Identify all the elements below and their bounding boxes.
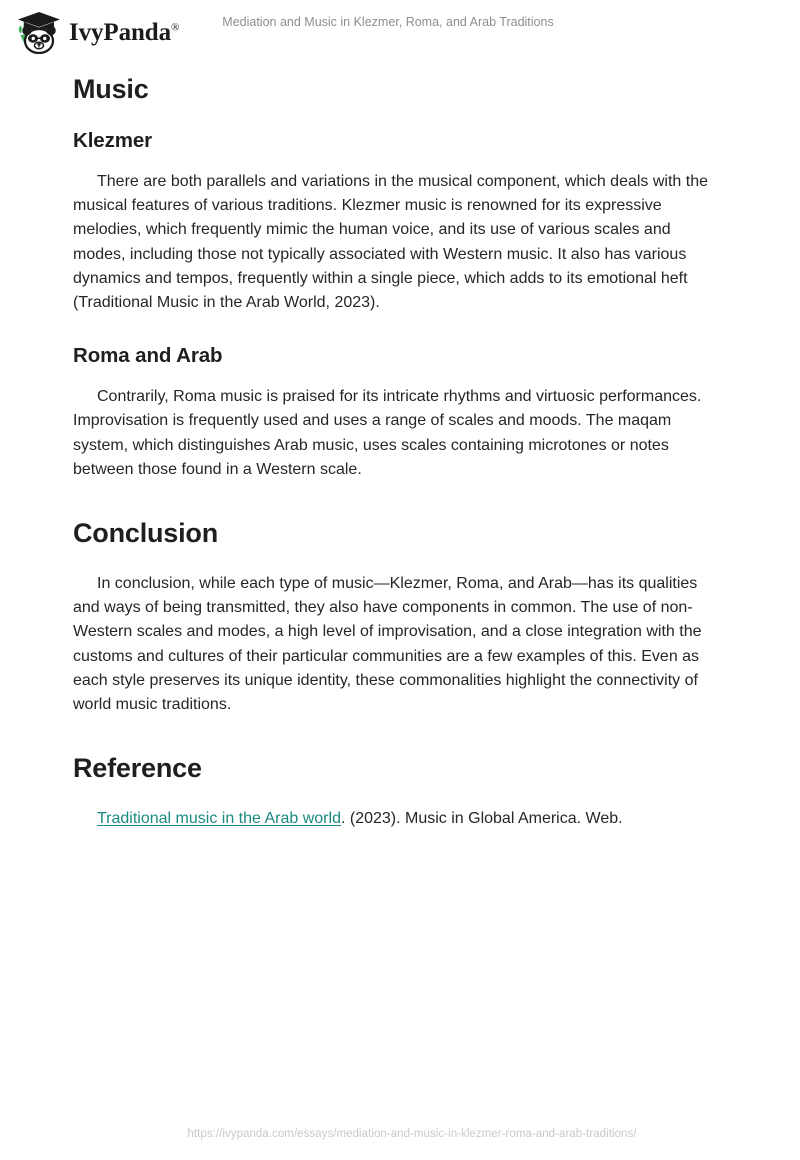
section-heading-klezmer: Klezmer (73, 129, 153, 152)
page-footer (0, 1124, 800, 1142)
paragraph-roma-and-arab: Contrarily, Roma music is praised for its intricate rhythms and virtuosic performances. Improvisation is frequently used and uses a range of scales and moods. The maqam system, which distinguishes Arab music, uses scales containing microtones or notes between those found in a Western scale. (73, 388, 702, 478)
section-heading-reference: Reference (73, 753, 202, 784)
reference-source-link[interactable]: Traditional music in the Arab world (97, 810, 341, 828)
document-content (73, 72, 719, 831)
section-heading-roma-and-arab: Roma and Arab (73, 344, 223, 368)
reference-entry (73, 807, 719, 831)
footer-source-url: https://ivypanda.com/essays/mediation-and-music-in-klezmer-roma-and-arab-traditions/ (187, 1128, 637, 1140)
section-heading-conclusion: Conclusion (73, 518, 218, 549)
brand-name-text: IvyPanda (69, 18, 172, 46)
paragraph-klezmer: There are both parallels and variations in the musical component, which deals with the musical features of various traditions. Klezmer music is renowned for its expressive melodies, which frequently mimic the human voice, and its use of various scales and modes, including those not typically associated with Western music. It also has various dynamics and tempos, frequently within a single piece, which adds to its emotional heft (Traditional Music in the Arab World, 2023). (73, 173, 708, 312)
reference-entry-rest: . (2023). Music in Global America. Web. (340, 810, 623, 828)
registered-trademark-icon: ® (171, 21, 180, 34)
running-head-title: Mediation and Music in Klezmer, Roma, and Arab Traditions (222, 15, 554, 29)
paragraph-conclusion: In conclusion, while each type of music—Klezmer, Roma, and Arab—has its qualities and ways of being transmitted, they also have components in common. The use of non-Western scales and modes, a high level of improvisation, and a close integration with the customs and cultures of their particular communities are a few examples of this. Even as each style preserves its unique identity, these commonalities highlight the connectivity of world music traditions. (73, 575, 702, 714)
page-title: Music (73, 74, 149, 104)
page-header (0, 0, 800, 62)
